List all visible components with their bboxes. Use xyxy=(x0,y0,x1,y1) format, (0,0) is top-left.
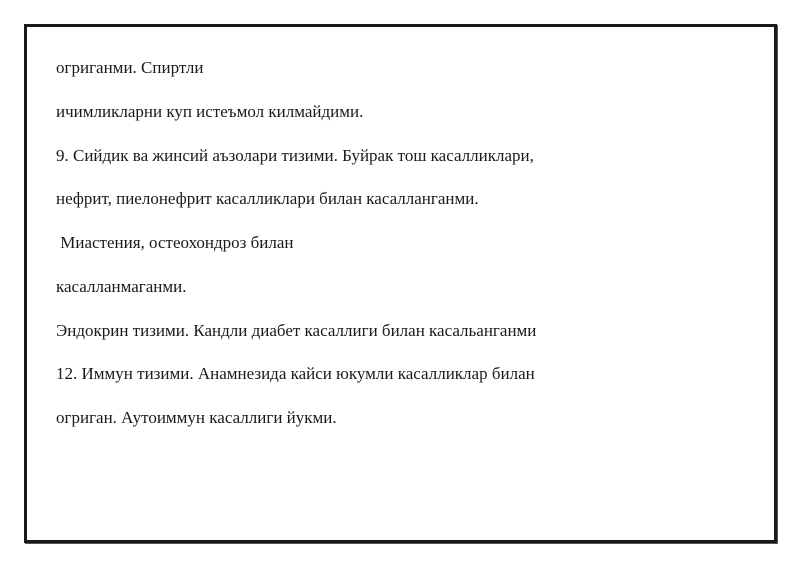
text-line-6: касалланмаганми. xyxy=(56,277,187,296)
text-line-2: ичимликларни куп истеъмол килмайдими. xyxy=(56,102,364,121)
text-line-7: Эндокрин тизими. Кандли диабет касаллиги билан касальанганми xyxy=(56,321,537,340)
text-line-8: 12. Иммун тизими. Анамнезида кайси юкумли касалликлар билан xyxy=(56,364,535,383)
text-line-9: огриган. Аутоиммун касаллиги йукми. xyxy=(56,408,337,427)
document-frame xyxy=(24,24,777,543)
text-line-3: 9. Сийдик ва жинсий аъзолари тизими. Буйрак тош касалликлари, xyxy=(56,146,534,165)
text-line-4: нефрит, пиелонефрит касалликлари билан касалланганми. xyxy=(56,189,479,208)
text-line-1: огриганми. Спиртли xyxy=(56,58,204,77)
text-line-5: Миастения, остеохондроз билан xyxy=(56,233,294,252)
